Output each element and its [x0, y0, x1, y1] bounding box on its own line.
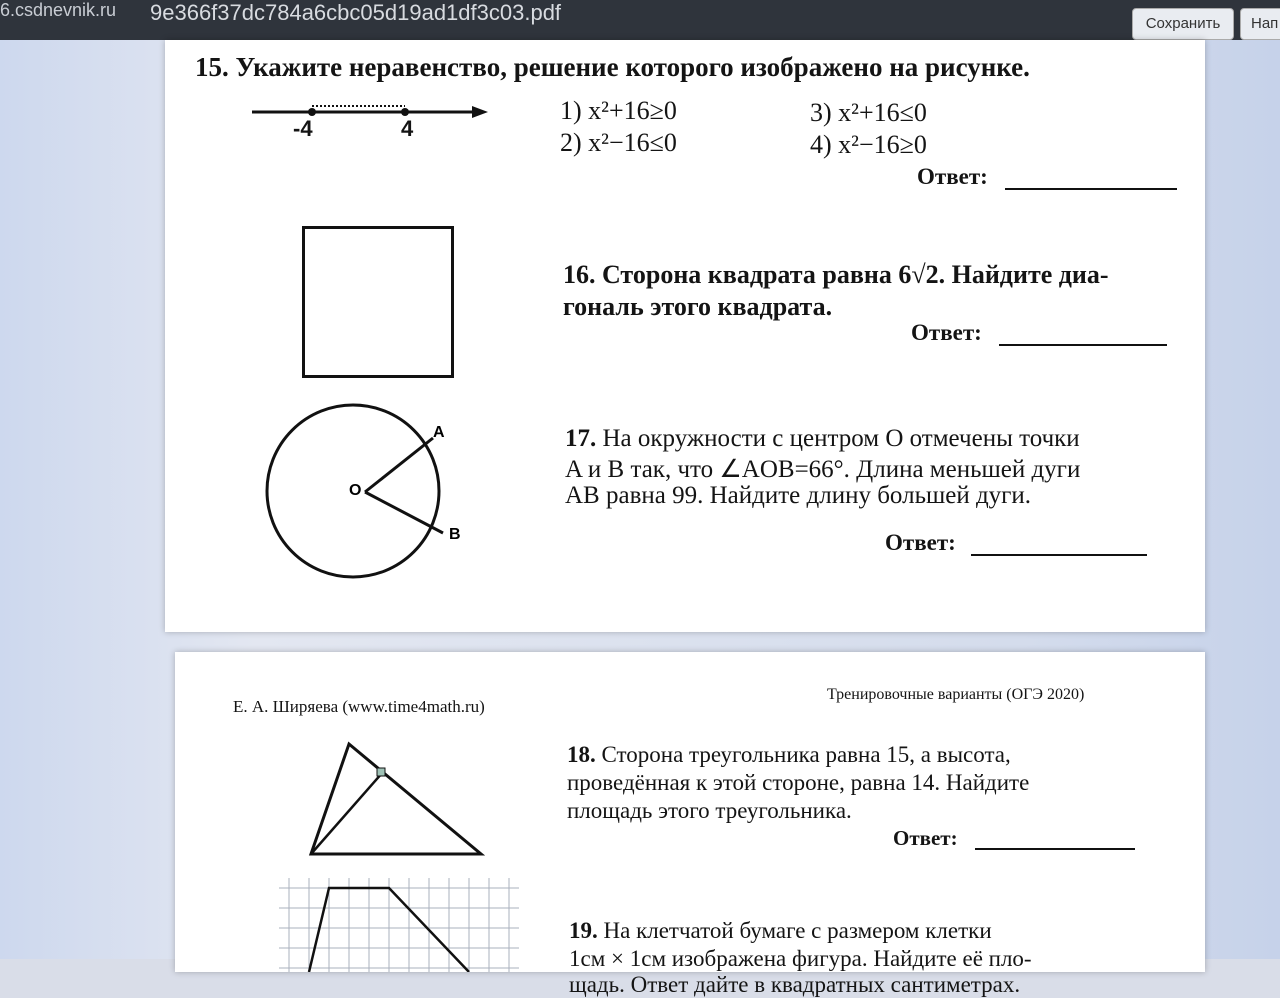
q18-text-line-3: площадь этого треугольника.	[567, 798, 852, 823]
q16-text-line-2: гональ этого квадрата.	[563, 292, 833, 321]
q16-text-line-1: 16. Сторона квадрата равна 6√2. Найдите диа-	[563, 260, 1109, 289]
save-button[interactable]: Сохранить	[1132, 8, 1234, 40]
q17-answer-line[interactable]	[971, 554, 1147, 556]
q19-text-line-2: 1см × 1см изображена фигура. Найдите её пло-	[569, 946, 1032, 971]
next-button[interactable]: Нап	[1240, 8, 1280, 40]
pdf-page-1	[165, 40, 1205, 632]
q15-option-3[interactable]: 3) x²+16≤0	[810, 98, 927, 127]
site-domain: 6.csdnevnik.ru	[0, 0, 117, 20]
q18-triangle-figure	[307, 740, 487, 860]
q17-text-line-1: 17. На окружности с центром O отмечены точки	[565, 425, 1080, 452]
q18-answer-line[interactable]	[975, 848, 1135, 850]
q15-axis-label-left: -4	[293, 116, 313, 141]
q19-text-line-3: щадь. Ответ дайте в квадратных сантиметрах.	[569, 972, 1021, 997]
browser-toolbar	[0, 0, 1280, 40]
q19-grid-figure	[279, 878, 519, 972]
q18-text-line-1: 18. Сторона треугольника равна 15, а высота,	[567, 742, 1011, 767]
q17-text-line-2: A и B так, что ∠AOB=66°. Длина меньшей дуги	[565, 456, 1081, 483]
q15-number-line	[250, 98, 500, 148]
q16-square-figure	[302, 226, 454, 378]
page-author: Е. А. Ширяева (www.time4math.ru)	[233, 697, 485, 716]
q16-answer-label: Ответ:	[911, 320, 982, 345]
q17-label-b: B	[449, 526, 461, 543]
q17-text-line-3: AB равна 99. Найдите длину большей дуги.	[565, 482, 1032, 509]
q15-title: 15. Укажите неравенство, решение которого изображено на рисунке.	[195, 52, 1030, 82]
q15-axis-label-right: 4	[401, 116, 414, 141]
q15-option-4[interactable]: 4) x²−16≥0	[810, 130, 927, 159]
q18-text-line-2: проведённая к этой стороне, равна 14. Найдите	[567, 770, 1030, 795]
pdf-filename: 9e366f37dc784a6cbc05d19ad1df3c03.pdf	[150, 0, 562, 25]
q15-answer-label: Ответ:	[917, 164, 988, 189]
q15-answer-line[interactable]	[1005, 188, 1177, 190]
q16-answer-line[interactable]	[999, 344, 1167, 346]
q17-label-a: A	[433, 424, 445, 441]
pdf-viewer[interactable]	[0, 40, 1280, 997]
q15-option-2[interactable]: 2) x²−16≤0	[560, 128, 677, 157]
pdf-page-2	[175, 652, 1205, 997]
q17-label-o: O	[349, 482, 362, 499]
page-variant-header: Тренировочные варианты (ОГЭ 2020)	[827, 686, 1085, 703]
q19-text-line-1: 19. На клетчатой бумаге с размером клетки	[569, 918, 992, 943]
q18-answer-label: Ответ:	[893, 826, 958, 850]
q15-option-1[interactable]: 1) x²+16≥0	[560, 96, 677, 125]
q17-answer-label: Ответ:	[885, 530, 956, 555]
